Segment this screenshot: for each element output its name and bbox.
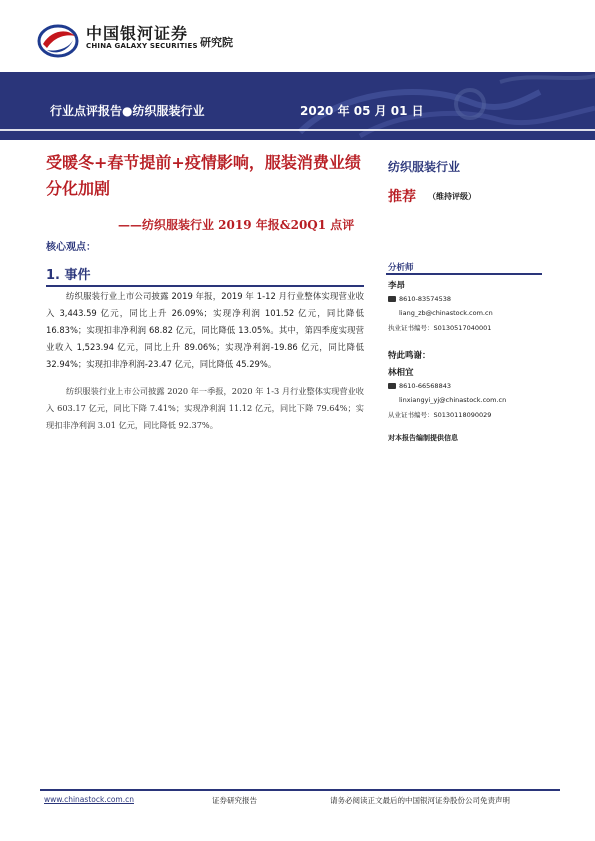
galaxy-logo-icon bbox=[37, 24, 79, 58]
section-underline bbox=[46, 285, 364, 287]
phone-icon bbox=[388, 296, 396, 302]
assistant-phone-value: 8610-66568843 bbox=[399, 382, 451, 390]
assistant-email-value[interactable]: linxiangyi_yj@chinastock.com.cn bbox=[399, 396, 507, 404]
info-notice: 对本报告编制提供信息 bbox=[388, 434, 458, 442]
analyst-name: 李昂 bbox=[388, 281, 406, 291]
paragraph-q1-report: 纺织服装行业上市公司披露 2020 年一季报，2020 年 1-3 月行业整体实现营业收入 603.17 亿元，同比下降 7.41%；实现净利润 11.12 亿元，同比下降 79.64%；实现扣非净利润 3.01 亿元，同比降低 92.37%。 bbox=[46, 386, 364, 430]
rating-value: 推荐 bbox=[388, 189, 416, 205]
rating-note: （维持评级） bbox=[428, 192, 476, 201]
phone-icon bbox=[388, 383, 396, 389]
paragraph-annual-report: 纺织服装行业上市公司披露 2019 年报，2019 年 1-12 月行业整体实现营业收入 3,443.59 亿元，同比上升 26.09%；实现净利润 101.52 亿元，同比降低 16.83%；实现扣非净利润 68.82 亿元，同比降低 13.05%。其中，第四季度实现营业收入 1,523.94 亿元，同比上升 89.06%；实现净利润-19.86 亿元，同比降低 32.94%；实现扣非净利润-23.47 亿元，同比降低 45.29%。 bbox=[46, 291, 364, 369]
banner-divider bbox=[0, 129, 595, 131]
thanks-label: 特此鸣谢： bbox=[388, 351, 431, 361]
logo-chinese-name: 中国银河证券 bbox=[86, 24, 189, 43]
analyst-email-value[interactable]: liang_zb@chinastock.com.cn bbox=[399, 309, 493, 317]
footer-website-link[interactable]: www.chinastock.com.cn bbox=[44, 795, 134, 804]
report-title: 受暖冬+春节提前+疫情影响，服装消费业绩分化加剧 bbox=[46, 153, 361, 198]
email-icon bbox=[388, 310, 396, 316]
email-icon bbox=[388, 397, 396, 403]
sidebar-sector: 纺织服装行业 bbox=[388, 160, 461, 174]
footer-report-type: 证券研究报告 bbox=[212, 796, 257, 805]
assistant-name: 林相宜 bbox=[388, 368, 414, 378]
analyst-heading-underline bbox=[386, 273, 542, 275]
analyst-phone-value: 8610-83574538 bbox=[399, 295, 451, 303]
assistant-phone bbox=[388, 382, 451, 390]
assistant-email[interactable] bbox=[388, 396, 506, 404]
section-heading-event: 1. 事件 bbox=[46, 268, 91, 283]
institute-label: 研究院 bbox=[200, 36, 233, 49]
analyst-cert: 执业证书编号：S0130517040001 bbox=[388, 324, 492, 332]
analyst-email[interactable] bbox=[388, 309, 493, 317]
report-subtitle: ——纺织服装行业 2019 年报&20Q1 点评 bbox=[118, 218, 355, 232]
analyst-phone bbox=[388, 295, 451, 303]
footer-divider bbox=[40, 789, 560, 791]
report-date: 2020 年 05 月 01 日 bbox=[300, 104, 424, 118]
analyst-heading: 分析师 bbox=[388, 263, 414, 273]
logo-english-name: CHINA GALAXY SECURITIES bbox=[86, 42, 198, 50]
report-category: 行业点评报告●纺织服装行业 bbox=[50, 104, 205, 118]
header-banner bbox=[0, 72, 595, 140]
assistant-cert: 从业证书编号：S0130118090029 bbox=[388, 411, 492, 419]
core-view-label: 核心观点： bbox=[46, 242, 96, 253]
footer-disclaimer: 请务必阅读正文最后的中国银河证券股份公司免责声明 bbox=[330, 796, 510, 805]
